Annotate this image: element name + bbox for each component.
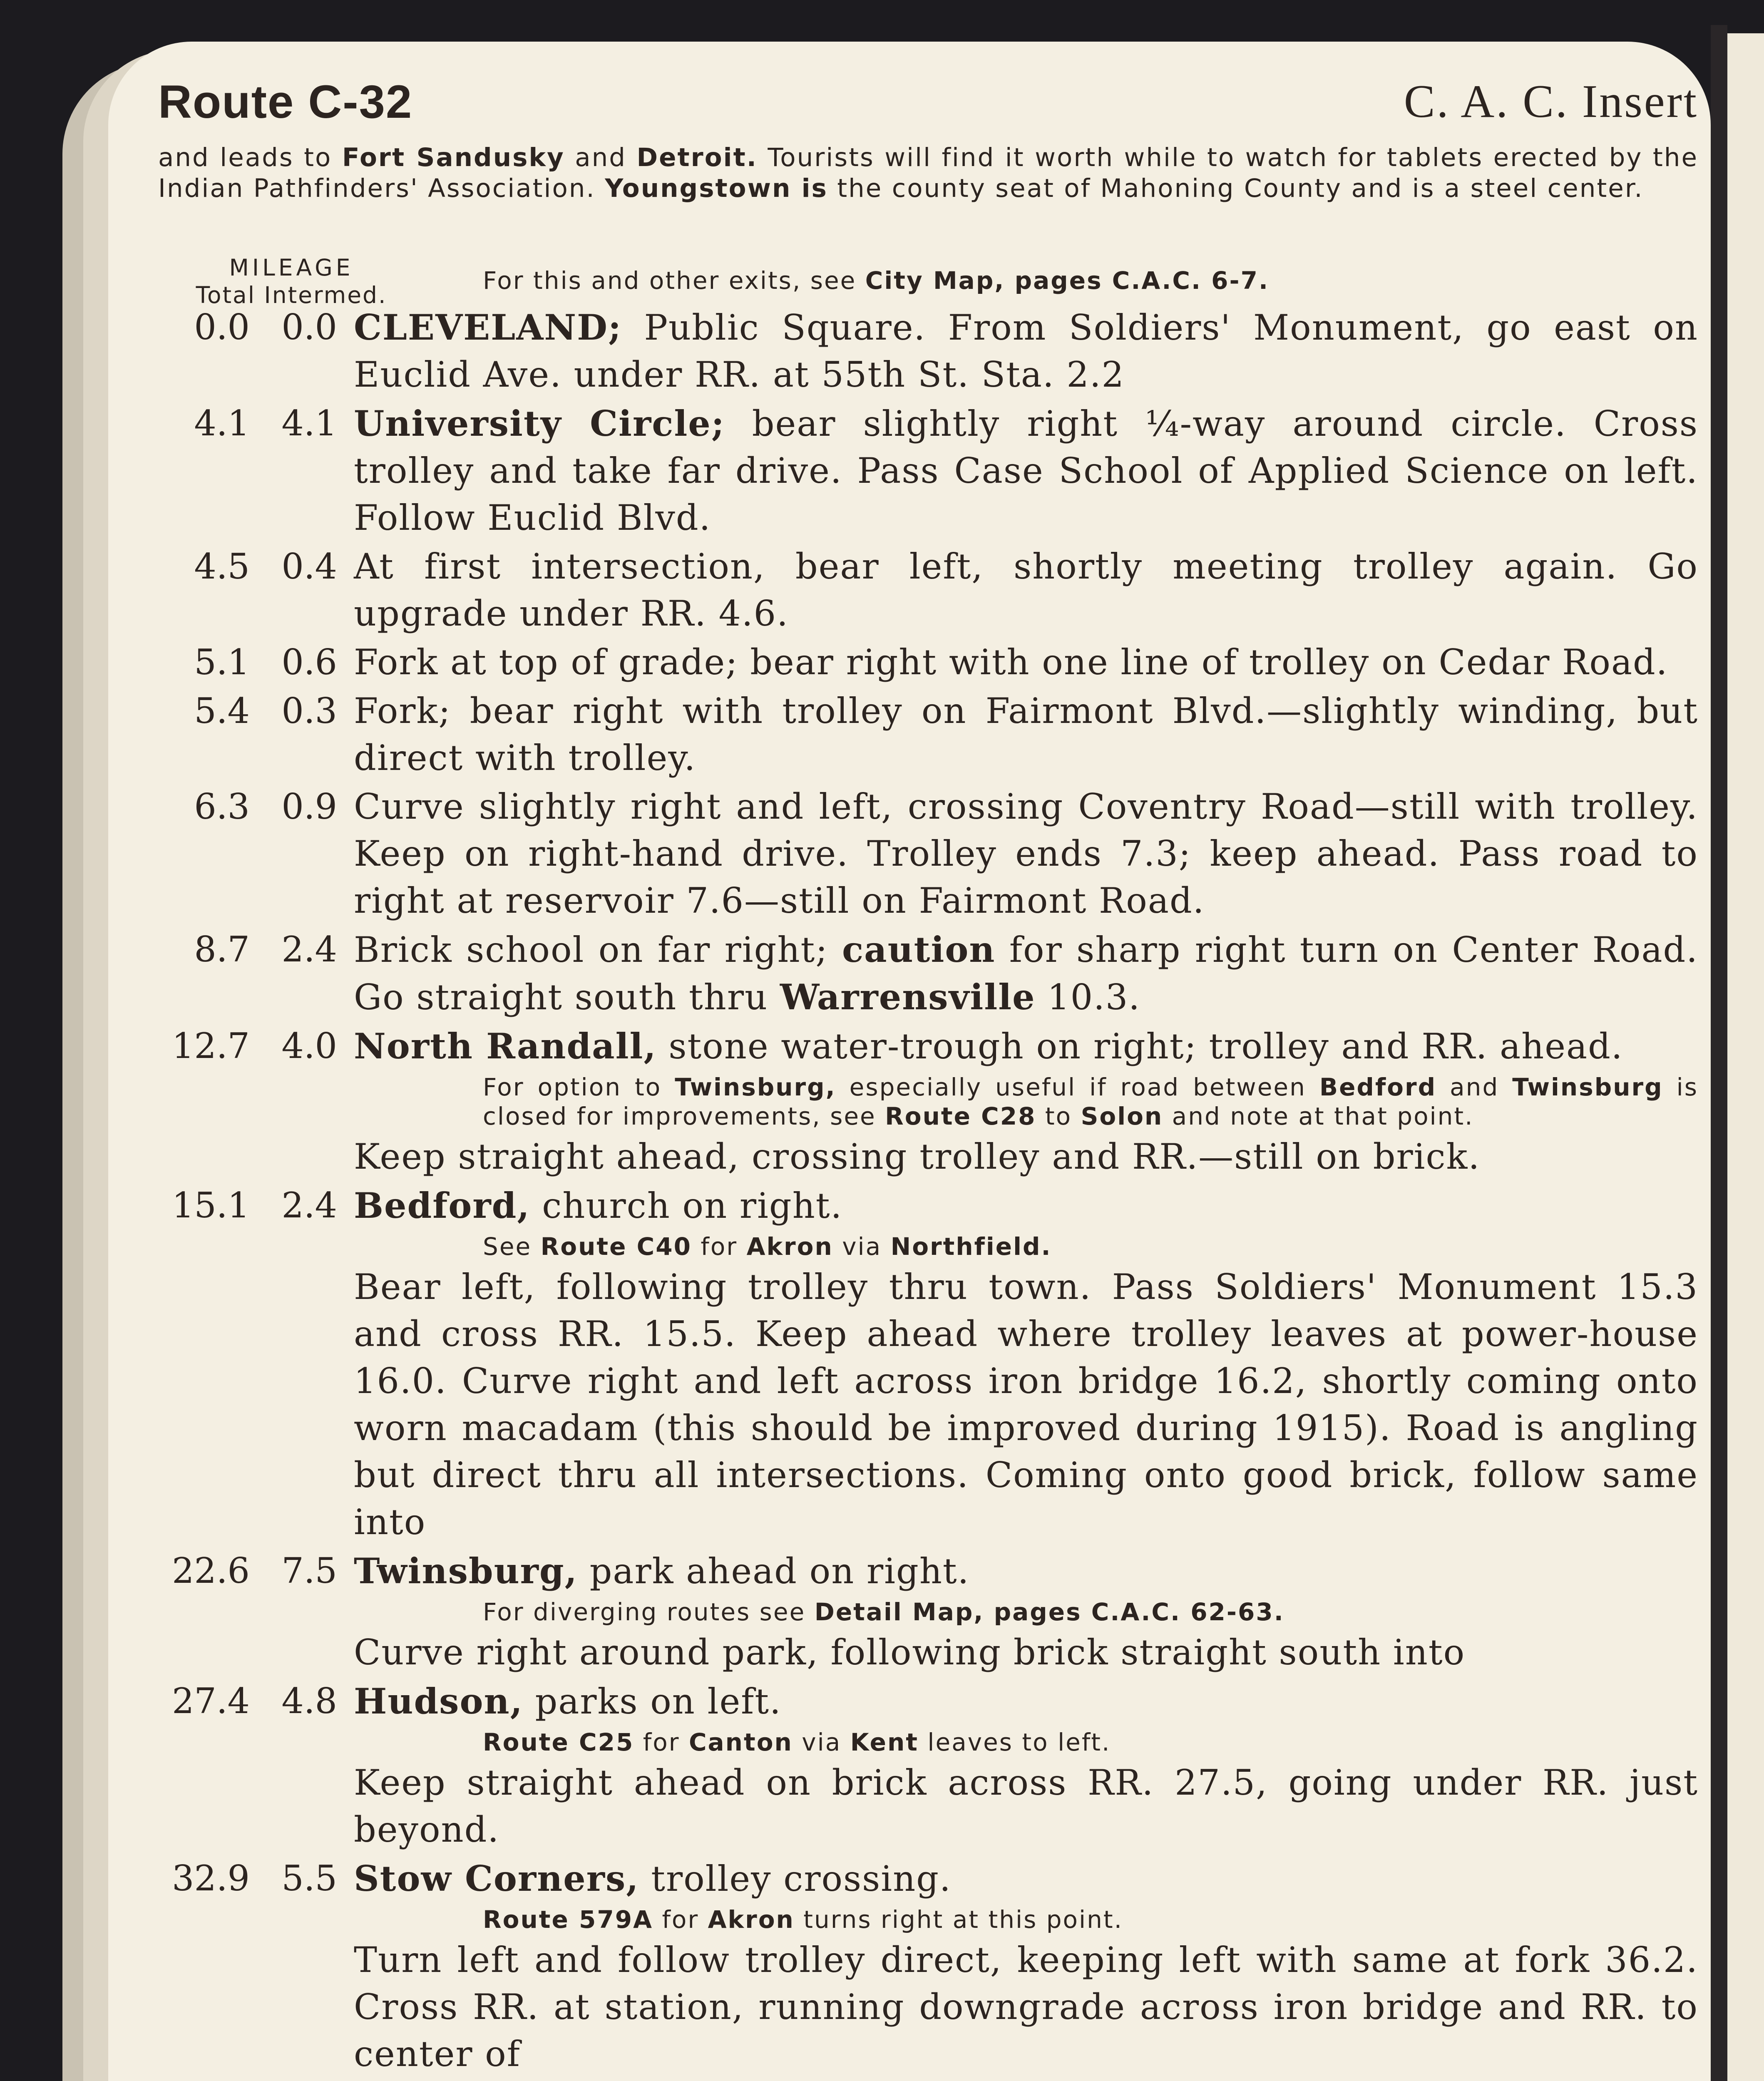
- route-entry: [158, 304, 1698, 398]
- route-entry: [158, 543, 1698, 637]
- intermediate-mileage: 0.6: [281, 642, 337, 683]
- note-reference: Canton: [688, 1728, 793, 1756]
- note-reference: Route C28: [885, 1102, 1036, 1130]
- exits-note-text: For this and other exits, see: [483, 266, 865, 295]
- note-reference: Route C25: [483, 1728, 634, 1756]
- entry-description: [354, 2079, 1698, 2081]
- entry-text: park ahead on right.: [577, 1551, 970, 1592]
- place-name: CLEVELAND;: [354, 307, 622, 348]
- route-entry: [158, 400, 1698, 541]
- entry-text: Public Square. From Soldiers' Monument, go east on Euclid Ave. under RR. at 55th St. Sta. 2.2: [354, 307, 1698, 395]
- total-mileage: 4.1: [194, 403, 250, 444]
- exits-note: [483, 266, 1269, 295]
- exits-note-ref: City Map, pages C.A.C. 6-7.: [865, 266, 1269, 295]
- note-text: leaves to left.: [918, 1728, 1111, 1756]
- note-reference: Northfield.: [890, 1232, 1052, 1261]
- entry-continuation: Turn left and follow trolley direct, keeping left with same at fork 36.2. Cross RR. at station, running downgrade across iron bridge and RR. to center of: [354, 1939, 1698, 2074]
- route-entry: [158, 1023, 1698, 1180]
- total-mileage: 5.4: [194, 690, 250, 731]
- entry-description: [354, 783, 1698, 924]
- route-entry: [158, 1678, 1698, 1853]
- total-mileage: 32.9: [171, 1858, 250, 1899]
- intro-text: and leads to: [158, 143, 342, 172]
- mileage-heading: [158, 254, 425, 309]
- entry-description: [354, 1182, 1698, 1229]
- entry-description: [354, 543, 1698, 637]
- intro-paragraph: [158, 142, 1698, 204]
- route-entries: [158, 304, 1698, 2081]
- intermediate-mileage: 2.4: [281, 929, 337, 970]
- route-entry: [158, 1855, 1698, 2078]
- entry-description: [354, 400, 1698, 541]
- entry-description: [354, 1547, 1698, 1595]
- note-reference: Twinsburg,: [675, 1073, 836, 1101]
- entry-text: stone water-trough on right; trolley and RR. ahead.: [656, 1026, 1623, 1067]
- page-header: [158, 71, 1698, 142]
- exit-note: [483, 1073, 1698, 1131]
- entry-text: for sharp right turn on Center Road. Go straight south thru: [354, 929, 1698, 1018]
- intro-text: the county seat of Mahoning County and is a steel center.: [827, 174, 1644, 203]
- route-entry: [158, 1182, 1698, 1546]
- entry-text: Curve slightly right and left, crossing Coventry Road—still with trolley. Keep on right-hand drive. Trolley ends 7.3; keep ahead. Pass road to right at reservoir 7.6—still on Fairmont Road.: [354, 786, 1698, 921]
- note-reference: Detail Map, pages C.A.C. 62-63.: [814, 1598, 1284, 1626]
- intermediate-mileage: 2.4: [281, 1185, 337, 1226]
- intermediate-mileage: 4.8: [281, 1681, 337, 1721]
- entry-description: [354, 688, 1698, 782]
- entry-text: Fork; bear right with trolley on Fairmont Blvd.—slightly winding, but direct with trolley.: [354, 690, 1698, 778]
- note-reference: Kent: [850, 1728, 919, 1756]
- intro-place: Fort Sandusky: [342, 143, 565, 172]
- total-mileage: 5.1: [194, 642, 250, 683]
- place-name: North Randall,: [354, 1026, 657, 1067]
- entry-text: Brick school on far right;: [354, 929, 842, 970]
- insert-title: C. A. C. Insert: [1404, 76, 1698, 127]
- route-entry: [158, 639, 1698, 686]
- total-mileage: 0.0: [194, 307, 250, 348]
- entry-continuation: Keep straight ahead on brick across RR. 27.5, going under RR. just beyond.: [354, 1762, 1698, 1850]
- total-mileage: 22.6: [171, 1550, 250, 1591]
- route-entry: [158, 2079, 1698, 2081]
- intermediate-mileage: [241, 2079, 337, 2081]
- intermediate-mileage: 4.1: [281, 403, 337, 444]
- entry-continuation: Curve right around park, following brick straight south into: [354, 1632, 1466, 1673]
- total-mileage: 8.7: [194, 929, 250, 970]
- note-text: via: [793, 1728, 850, 1756]
- note-text: is closed for improvements, see: [483, 1073, 1698, 1130]
- entry-text: trolley crossing.: [639, 1858, 952, 1899]
- emphasis-text: Warrensville: [780, 976, 1036, 1018]
- entry-text: 10.3.: [1035, 977, 1141, 1018]
- entry-text: church on right.: [530, 1185, 843, 1226]
- route-entry: [158, 783, 1698, 924]
- entry-description: [354, 1023, 1698, 1070]
- total-mileage: 4.5: [194, 546, 250, 587]
- note-text: for: [691, 1232, 747, 1261]
- entry-description: [354, 1855, 1698, 1902]
- intermediate-mileage: 7.5: [281, 1550, 337, 1591]
- entry-description: [354, 1678, 1698, 1725]
- note-text: for: [653, 1905, 708, 1934]
- note-text: for: [634, 1728, 689, 1756]
- entry-description: [354, 304, 1698, 398]
- note-text: turns right at this point.: [794, 1905, 1123, 1934]
- route-entry: [158, 926, 1698, 1021]
- entry-text: bear slightly right ¼-way around circle. Cross trolley and take far drive. Pass Case School of Applied Science on left. Follow Euclid Blvd.: [354, 403, 1698, 538]
- intermediate-mileage: 0.9: [281, 786, 337, 827]
- note-reference: Akron: [708, 1905, 795, 1934]
- note-reference: Twinsburg: [1512, 1073, 1663, 1101]
- total-mileage: [158, 2079, 250, 2081]
- total-mileage: 12.7: [171, 1026, 250, 1066]
- route-entry: [158, 688, 1698, 782]
- note-reference: Bedford: [1319, 1073, 1437, 1101]
- note-text: See: [483, 1232, 541, 1261]
- mileage-columns: Total Intermed.: [196, 282, 387, 308]
- route-title: Route C-32: [158, 76, 413, 128]
- route-entry: [158, 1547, 1698, 1676]
- note-text: via: [833, 1232, 891, 1261]
- total-mileage: 6.3: [194, 786, 250, 827]
- entry-text: parks on left.: [523, 1681, 782, 1722]
- note-text: For diverging routes see: [483, 1598, 815, 1626]
- entry-continuation: Bear left, following trolley thru town. Pass Soldiers' Monument 15.3 and cross RR. 15.5. Keep ahead where trolley leaves at power-house 16.0. Curve right and left across iron bridge 16.2, shortly coming onto worn macadam (this should be improved during 1915). Road is angling but direct thru all intersections. Coming onto good brick, follow same into: [354, 1266, 1698, 1542]
- note-reference: Akron: [746, 1232, 833, 1261]
- intro-text: and: [564, 143, 637, 172]
- intermediate-mileage: 0.3: [281, 690, 337, 731]
- exit-note: [483, 1232, 1698, 1261]
- place-name: Twinsburg,: [354, 1550, 578, 1592]
- intermediate-mileage: 5.5: [281, 1858, 337, 1899]
- mileage-label: MILEAGE: [229, 254, 354, 281]
- entry-description: [354, 926, 1698, 1021]
- entry-text: Fork at top of grade; bear right with one line of trolley on Cedar Road.: [354, 642, 1668, 683]
- total-mileage: 27.4: [171, 1681, 250, 1721]
- exit-note: [483, 1728, 1698, 1757]
- intro-place: Youngstown is: [605, 174, 828, 203]
- entry-continuation: Keep straight ahead, crossing trolley and RR.—still on brick.: [354, 1136, 1481, 1177]
- note-text: and note at that point.: [1163, 1102, 1474, 1130]
- place-name: Hudson,: [354, 1681, 523, 1722]
- note-text: to: [1036, 1102, 1081, 1130]
- exit-note: [483, 1597, 1698, 1627]
- intermediate-mileage: 0.4: [281, 546, 337, 587]
- intro-place: Detroit.: [636, 143, 758, 172]
- intermediate-mileage: 0.0: [281, 307, 337, 348]
- place-name: Stow Corners,: [354, 1858, 639, 1899]
- intro-text: Tourists will find it worth while to watch for tablets erected by the Indian Pathfinders' Association.: [158, 143, 1699, 203]
- note-reference: Route 579A: [483, 1905, 653, 1934]
- emphasis-text: caution: [842, 929, 996, 970]
- total-mileage: 15.1: [171, 1185, 250, 1226]
- note-text: especially useful if road between: [836, 1073, 1319, 1101]
- note-reference: Solon: [1081, 1102, 1163, 1130]
- note-text: For option to: [483, 1073, 675, 1101]
- guidebook-page: [158, 54, 1698, 2081]
- entry-description: [354, 639, 1698, 686]
- intermediate-mileage: 4.0: [281, 1026, 337, 1066]
- entry-text: At first intersection, bear left, shortly meeting trolley again. Go upgrade under RR. 4.6.: [354, 546, 1698, 634]
- place-name: Bedford,: [354, 1185, 530, 1226]
- place-name: University Circle;: [354, 403, 725, 444]
- note-reference: Route C40: [540, 1232, 692, 1261]
- note-text: and: [1436, 1073, 1513, 1101]
- exit-note: [483, 1905, 1698, 1934]
